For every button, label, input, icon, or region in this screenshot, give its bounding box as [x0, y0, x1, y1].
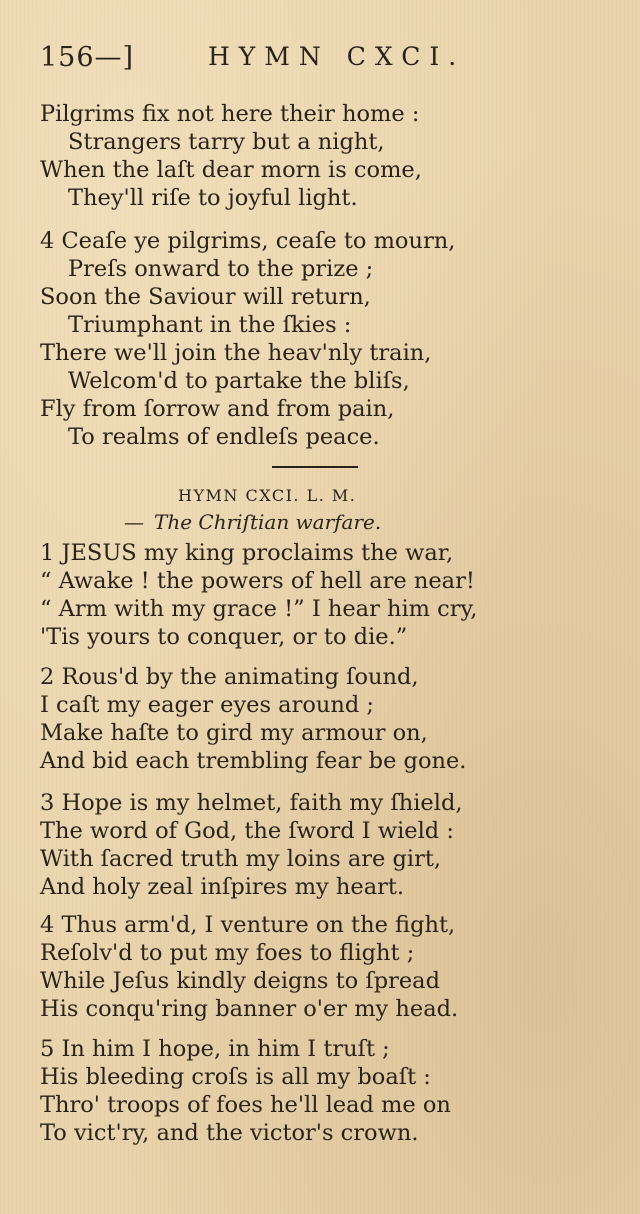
- verse-line: Preſs onward to the prize ;: [68, 256, 374, 282]
- verse-line: His bleeding croſs is all my boaſt :: [40, 1064, 431, 1090]
- hymn-heading: HYMN CXCI. L. M.: [178, 486, 357, 505]
- verse-line: Soon the Saviour will return,: [40, 284, 371, 310]
- verse-line: 'Tis yours to conquer, or to die.”: [40, 624, 408, 650]
- verse-line: I caſt my eager eyes around ;: [40, 692, 375, 718]
- verse-line: Pilgrims fix not here their home :: [40, 101, 420, 127]
- running-title: HYMN CXCI.: [208, 42, 466, 71]
- subtitle-text: The Chriſtian warfare.: [154, 510, 382, 534]
- verse-line: To realms of endleſs peace.: [68, 424, 380, 450]
- verse-line: 3 Hope is my helmet, faith my ſhield,: [40, 790, 463, 816]
- verse-line: With ſacred truth my loins are girt,: [40, 846, 442, 872]
- verse-line: Welcom'd to partake the bliſs,: [68, 368, 410, 394]
- page-header: [40, 42, 466, 78]
- verse-line: While Jeſus kindly deigns to ſpread: [40, 968, 440, 994]
- verse-line: “ Awake ! the powers of hell are near!: [40, 568, 475, 594]
- verse-line: 4 Thus arm'd, I venture on the fight,: [40, 912, 456, 938]
- hymn-subtitle: [124, 510, 381, 534]
- verse-line: Fly from ſorrow and from pain,: [40, 396, 395, 422]
- verse-line: 4 Ceaſe ye pilgrims, ceaſe to mourn,: [40, 228, 456, 254]
- verse-line: His conqu'ring banner o'er my head.: [40, 996, 459, 1022]
- verse-line: 2 Rous'd by the animating ſound,: [40, 664, 419, 690]
- verse-line: To vict'ry, and the victor's crown.: [40, 1120, 419, 1146]
- verse-line: Make haſte to gird my armour on,: [40, 720, 428, 746]
- verse-line: Reſolv'd to put my foes to flight ;: [40, 940, 415, 966]
- verse-line: 1 JESUS my king proclaims the war,: [40, 540, 454, 566]
- verse-line: There we'll join the heav'nly train,: [40, 340, 432, 366]
- verse-line: “ Arm with my grace !” I hear him cry,: [40, 596, 478, 622]
- verse-line: Strangers tarry but a night,: [68, 129, 385, 155]
- verse-line: The word of God, the ſword I wield :: [40, 818, 454, 844]
- verse-line: Triumphant in the ſkies :: [68, 312, 352, 338]
- verse-line: They'll riſe to joyful light.: [68, 185, 358, 211]
- verse-line: Thro' troops of foes he'll lead me on: [40, 1092, 451, 1118]
- section-divider: [272, 466, 358, 468]
- subtitle-dash: —: [124, 510, 144, 534]
- verse-line: 5 In him I hope, in him I truſt ;: [40, 1036, 390, 1062]
- verse-line: And bid each trembling fear be gone.: [40, 748, 467, 774]
- page-number: 156—]: [40, 42, 135, 73]
- verse-line: When the laſt dear morn is come,: [40, 157, 422, 183]
- verse-line: And holy zeal inſpires my heart.: [40, 874, 405, 900]
